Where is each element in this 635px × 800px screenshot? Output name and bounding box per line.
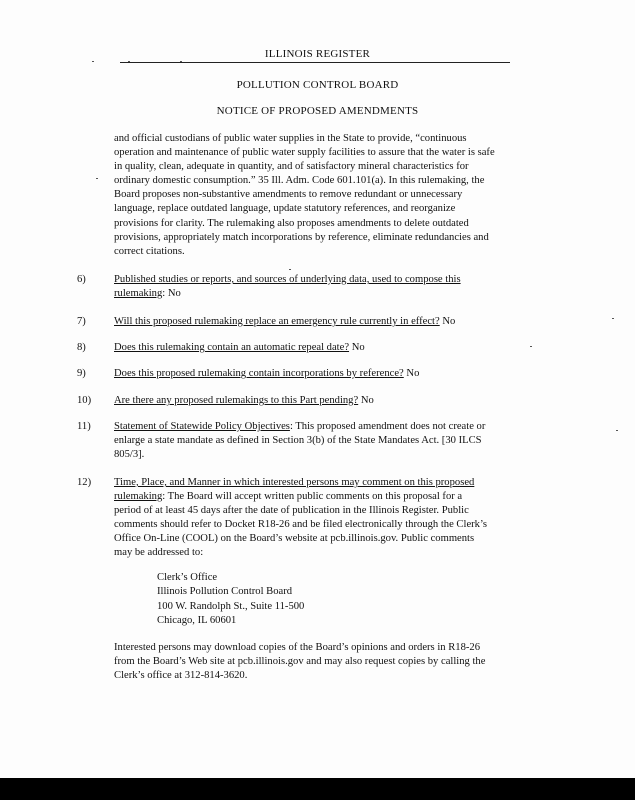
item-7 [114,315,455,329]
text-line: language, replace outdated language, update statutory references, and reorganize [114,203,456,215]
text-line: period of at least 45 days after the date of publication in the Illinois Register. Public [114,505,469,517]
item-question: Statement of Statewide Policy Objectives [114,421,290,432]
intro-paragraph [114,132,495,259]
item-question: Will this proposed rulemaking replace an emergency rule currently in effect? [114,316,440,327]
item-9 [114,367,419,381]
scan-speck [616,430,618,431]
item-answer: No [358,395,374,406]
item-number: 7) [77,316,86,327]
item-answer: No [439,316,456,327]
address-line: Illinois Pollution Control Board [157,586,293,598]
text-line: Interested persons may download copies of the Board’s opinions and orders in R18-26 [114,642,481,653]
scan-speck [289,269,291,270]
scan-speck [92,61,94,62]
text-line: Office On-Line (COOL) on the Board’s website at pcb.illinois.gov. Public comments [114,533,475,545]
item-question: Does this rulemaking contain an automatic repeal date? [114,342,350,353]
text-line: and official custodians of public water supplies in the State to provide, “continuous [114,133,467,144]
item-number: 11) [77,421,91,432]
register-title: ILLINOIS REGISTER [264,48,371,60]
item-question: Are there any proposed rulemakings to this Part pending? [114,395,359,406]
item-answer: No [403,368,420,379]
closing-paragraph [114,641,485,683]
item-6 [114,273,461,301]
text-line: operation and maintenance of public water supply facilities to assure that the water is safe [114,147,495,159]
text-line: from the Board’s Web site at pcb.illinois.gov and may also request copies by calling the [114,656,486,668]
address-line: Clerk’s Office [157,572,218,583]
text-line: Clerk’s office at 312-814-3620. [114,670,248,682]
text-line: may be addressed to: [114,547,204,559]
text-line: provisions, appropriately match incorporations by reference, eliminate redundancies and [114,231,489,243]
item-question: Does this proposed rulemaking contain incorporations by reference? [114,368,404,379]
item-answer: : The Board will accept written public comments on this proposal for a [162,491,463,503]
notice-title: NOTICE OF PROPOSED AMENDMENTS [216,105,419,117]
text-line: in quality, clean, adequate in quantity, and of satisfactory mineral characteristics for [114,161,469,173]
item-question: rulemaking [114,288,163,300]
mailing-address [157,571,304,629]
text-line: 805/3]. [114,449,145,461]
item-number: 12) [77,477,92,488]
address-line: 100 W. Randolph St., Suite 11-500 [157,600,305,612]
address-line: Chicago, IL 60601 [157,615,237,627]
text-line: Board proposes non-substantive amendments to remove redundant or unnecessary [114,189,463,201]
board-title: POLLUTION CONTROL BOARD [236,79,399,91]
item-question: rulemaking [114,491,163,503]
item-answer: No [349,342,365,353]
item-question: Time, Place, and Manner in which interested persons may comment on this proposed [114,477,475,488]
item-number: 9) [77,368,86,379]
scan-speck [128,61,130,62]
text-line: ordinary domestic consumption.” 35 Ill. Adm. Code 601.101(a). In this rulemaking, the [114,175,485,187]
scan-speck [96,178,98,179]
text-line: comments should refer to Docket R18-26 and be filed electronically through the Clerk’s [114,519,488,531]
text-line: enlarge a state mandate as defined in Section 3(b) of the State Mandates Act. [30 ILCS [114,435,482,447]
item-number: 6) [77,274,86,285]
item-10 [114,394,374,408]
scan-border [0,778,635,800]
header-rule [120,62,510,63]
item-answer: : This proposed amendment does not create or [289,421,486,432]
item-12 [114,476,487,561]
text-line: provisions for clarity. The rulemaking also proposes amendments to delete outdated [114,217,469,229]
item-number: 8) [77,342,86,353]
item-11 [114,420,485,462]
item-number: 10) [77,395,92,406]
item-question: Published studies or reports, and sources of underlying data, used to compose this [114,274,461,285]
scan-speck [612,318,614,319]
item-8 [114,341,365,355]
item-answer: : No [162,288,181,300]
scan-speck [180,61,182,62]
scan-speck [530,346,532,347]
text-line: correct citations. [114,245,185,257]
